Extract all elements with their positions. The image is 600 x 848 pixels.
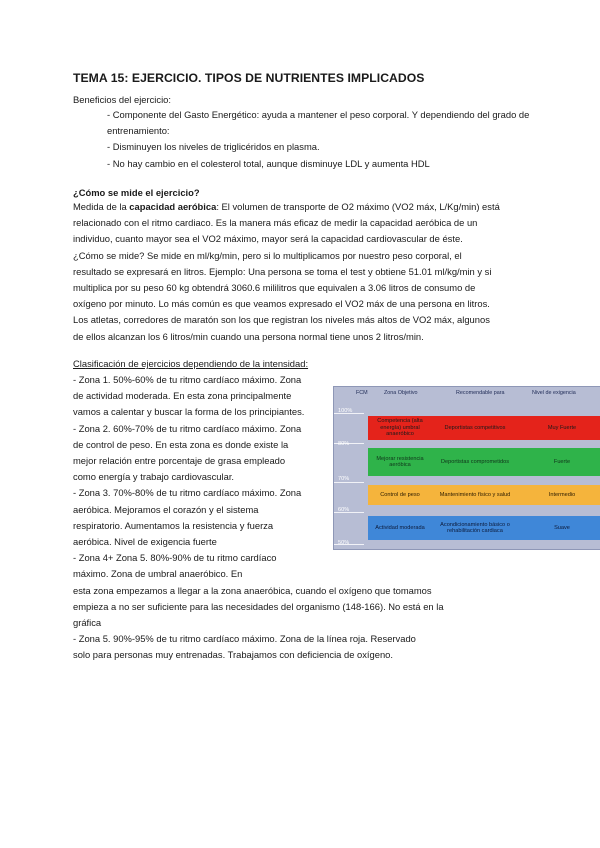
mide-line: de ellos alcanzan los 6 litros/min cuando una persona normal tiene unos 2 litros/min. — [73, 330, 424, 342]
zona-line: - Zona 3. 70%-80% de tu ritmo cardíaco máximo. Zona — [73, 487, 302, 499]
header-recomendable: Recomendable para — [456, 390, 505, 396]
zona-line: máximo. Zona de umbral anaeróbico. En — [73, 568, 243, 580]
mide-paragraph — [73, 199, 500, 345]
mide-line-first-a: Medida de la — [73, 201, 130, 212]
clasificacion-heading: Clasificación de ejercicios dependiendo de la intensidad: — [73, 358, 309, 369]
zona-line: respiratorio. Aumentamos la resistencia y fuerza — [73, 519, 274, 531]
for-cell: Deportistas competitivos — [432, 416, 518, 440]
page-title: TEMA 15: EJERCICIO. TIPOS DE NUTRIENTES IMPLICADOS — [73, 71, 425, 85]
beneficios-heading: Beneficios del ejercicio: — [73, 94, 171, 105]
mide-line: resultado se expresará en litros. Ejemplo: Una persona se toma el test y obtiene 51.01 ml/kg/min y si — [73, 265, 492, 277]
level-cell: Intermedio — [518, 485, 600, 505]
level-cell: Suave — [518, 516, 600, 540]
mide-line-first — [73, 199, 500, 215]
tick-line — [334, 482, 364, 483]
beneficio-item: - Componente del Gasto Energético: ayuda a mantener el peso corporal. Y dependiendo del grado de entrenamiento: — [107, 109, 530, 137]
zona-line: solo para personas muy entrenadas. Trabajamos con deficiencia de oxígeno. — [73, 649, 393, 661]
mide-line: relacionado con el ritmo cardiaco. Es la manera más eficaz de medir la capacidad aeróbica de un — [73, 217, 478, 229]
zone-cell: Actividad moderada — [368, 516, 432, 540]
level-cell: Muy Fuerte — [518, 416, 600, 440]
zona-line: - Zona 1. 50%-60% de tu ritmo cardíaco máximo. Zona — [73, 374, 302, 385]
zone-row-red — [344, 416, 600, 440]
for-cell: Acondicionamiento básico o rehabilitación cardiaca — [432, 516, 518, 540]
zona-line: mejor relación entre porcentaje de grasa empleado — [73, 455, 286, 467]
for-cell: Mantenimiento físico y salud — [432, 485, 518, 505]
mide-line: oxígeno por minuto. Lo más común es que veamos expresado el VO2 máx de una persona en litros. — [73, 298, 490, 310]
zona-line: gráfica — [73, 617, 102, 629]
mide-line: Los atletas, corredores de maratón son los que registran los niveles más altos de VO2 máx, algunos — [73, 314, 490, 326]
zona-line: aeróbica. Nivel de exigencia fuerte — [73, 536, 217, 548]
header-fcm: FCM — [356, 390, 368, 396]
pct-label: 60% — [338, 507, 350, 513]
beneficio-item: - No hay cambio en el colesterol total, aunque disminuye LDL y aumenta HDL — [107, 157, 430, 169]
zona-line: - Zona 5. 90%-95% de tu ritmo cardíaco máximo. Zona de la línea roja. Reservado — [73, 633, 416, 645]
zona-line: de actividad moderada. En esta zona principalmente — [73, 390, 292, 402]
mide-line-first-c: : El volumen de transporte de O2 máximo (VO2 máx, L/Kg/min) está — [216, 201, 500, 212]
pct-label: 50% — [338, 540, 350, 546]
mide-line: individuo, cuanto mayor sea el VO2 máximo, mayor será la capacidad cardiovascular de éste. — [73, 233, 463, 245]
header-nivel: Nivel de exigencia — [532, 390, 576, 396]
zona-line: empieza a no ser suficiente para las necesidades del organismo (148-166). No está en la — [73, 600, 444, 612]
pct-label: 70% — [338, 476, 350, 482]
zona-line: - Zona 4+ Zona 5. 80%-90% de tu ritmo cardíaco — [73, 552, 277, 564]
beneficios-list — [107, 107, 532, 172]
zone-row-orange — [344, 485, 600, 505]
for-cell: Deportistas comprometidos — [432, 448, 518, 476]
zona-line: aeróbica. Mejoramos el corazón y el sistema — [73, 503, 259, 515]
beneficio-item: - Disminuyen los niveles de triglicéridos en plasma. — [107, 141, 320, 153]
zona-line: de control de peso. En esta zona es donde existe la — [73, 438, 289, 450]
header-zona-objetivo: Zona Objetivo — [384, 390, 418, 396]
mide-heading: ¿Cómo se mide el ejercicio? — [73, 187, 200, 198]
zone-cell: Competencia (alta energía) umbral anaeróbico — [368, 416, 432, 440]
zona-line: - Zona 2. 60%-70% de tu ritmo cardíaco máximo. Zona — [73, 422, 302, 434]
zona-line: esta zona empezamos a llegar a la zona anaeróbica, cuando el oxígeno que tomamos — [73, 584, 432, 596]
level-cell: Fuerte — [518, 448, 600, 476]
zone-cell: Mejorar resistencia aeróbica — [368, 448, 432, 476]
zone-row-green — [344, 448, 600, 476]
mide-line: ¿Cómo se mide? Se mide en ml/kg/min, pero si lo multiplicamos por nuestro peso corporal, el — [73, 249, 462, 261]
capacidad-aerobica-term: capacidad aeróbica — [129, 201, 217, 212]
zone-table-header — [334, 389, 600, 402]
pct-label: 100% — [338, 408, 353, 414]
zone-row-blue — [344, 516, 600, 540]
zone-cell: Control de peso — [368, 485, 432, 505]
zona-line: como energía y trabajo cardiovascular. — [73, 471, 235, 483]
zona-line: vamos a calentar y buscar la forma de los principiantes. — [73, 406, 305, 418]
heart-rate-zone-table — [333, 386, 600, 550]
mide-line: multiplica por su peso 60 kg obtendrá 3060.6 mililitros que equivalen a 3.06 litros de consumo de — [73, 282, 476, 294]
pct-label: 80% — [338, 441, 350, 447]
